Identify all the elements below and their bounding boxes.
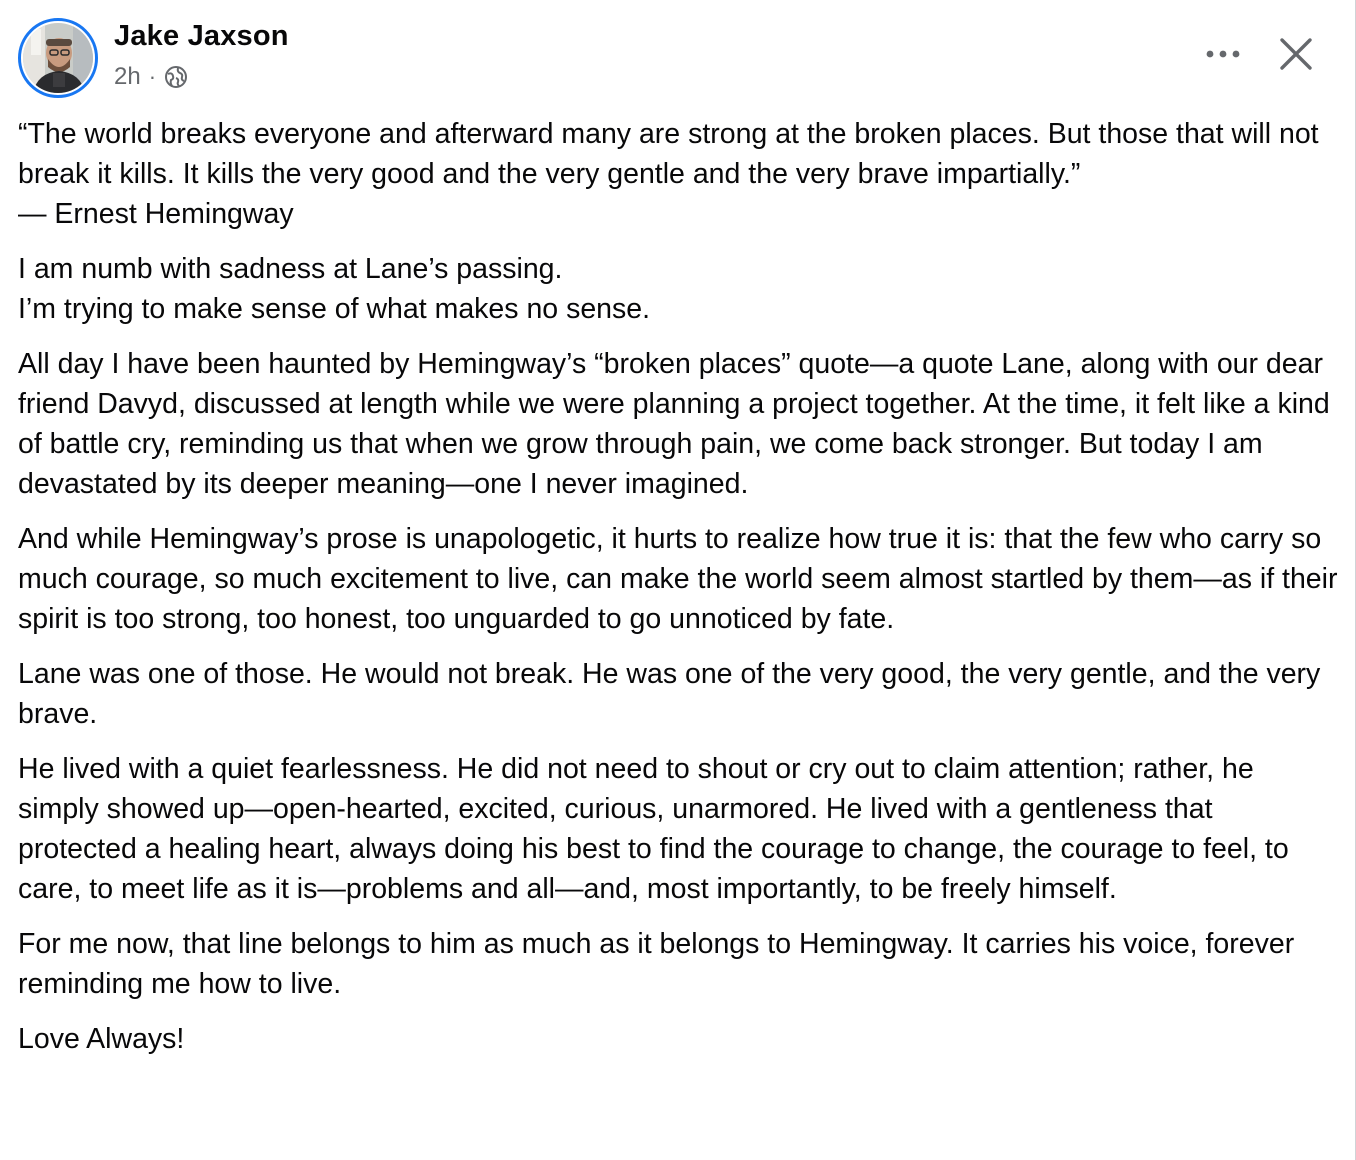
post-header xyxy=(18,18,1338,98)
globe-icon[interactable] xyxy=(164,65,188,89)
profile-photo xyxy=(23,23,93,93)
post-paragraph: All day I have been haunted by Hemingway’s “broken places” quote—a quote Lane, along with our dear friend Davyd, discussed at length while we were planning a project together. At the time, it felt like a kind of battle cry, reminding us that when we grow through pain, we come back stronger. But today I am devastated by its deeper meaning—one I never imagined. xyxy=(18,348,1330,500)
post-meta xyxy=(114,63,188,91)
post-paragraph: And while Hemingway’s prose is unapologetic, it hurts to realize how true it is: that the few who carry so much courage, so much excitement to live, can make the world seem almost startled by them—as if their spirit is too strong, too honest, too unguarded to go unnoticed by fate. xyxy=(18,523,1338,635)
more-horizontal-icon xyxy=(1205,49,1241,59)
post-timestamp[interactable]: 2h xyxy=(114,63,141,90)
post-paragraph: He lived with a quiet fearlessness. He did not need to shout or cry out to claim attention; rather, he simply showed up—open-hearted, excited, curious, unarmored. He lived with a gentleness that protected a healing heart, always doing his best to find the courage to change, the courage to feel, to care, to meet life as it is—problems and all—and, most importantly, to be freely himself. xyxy=(18,753,1289,905)
post-paragraph-signoff: Love Always! xyxy=(18,1023,185,1055)
post-paragraph: I am numb with sadness at Lane’s passing. I’m trying to make sense of what makes no sense. xyxy=(18,253,651,325)
post-body xyxy=(18,114,1338,1074)
author-name[interactable]: Jake Jaxson xyxy=(114,20,289,52)
close-icon xyxy=(1279,37,1313,71)
more-options-button[interactable] xyxy=(1196,32,1250,76)
author-avatar[interactable] xyxy=(18,18,98,98)
post-paragraph: For me now, that line belongs to him as much as it belongs to Hemingway. It carries his voice, forever reminding me how to live. xyxy=(18,928,1295,1000)
post-paragraph-quote: “The world breaks everyone and afterward many are strong at the broken places. But those that will not break it kills. It kills the very good and the very gentle and the very brave impartially.” — Ernest Hemingway xyxy=(18,118,1319,230)
meta-separator: · xyxy=(148,64,157,89)
close-button[interactable] xyxy=(1272,30,1320,78)
post-paragraph: Lane was one of those. He would not break. He was one of the very good, the very gentle, and the very brave. xyxy=(18,658,1321,730)
